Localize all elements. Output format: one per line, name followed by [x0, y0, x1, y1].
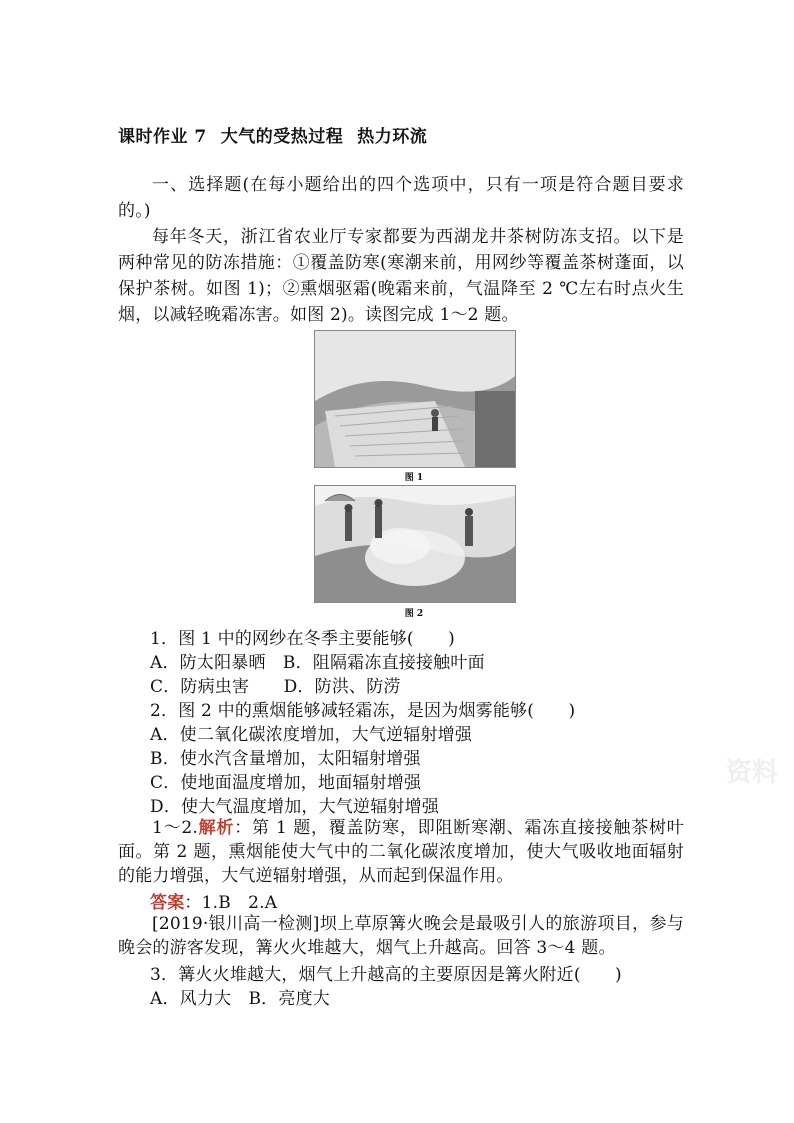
answer-text: ：1.B 2.A: [184, 893, 278, 913]
question-2-option-c: C．使地面温度增加，地面辐射增强: [150, 773, 422, 793]
watermark: 资料: [726, 758, 779, 788]
question-1-options-cd: C．防病虫害 D．防洪、防涝: [150, 677, 401, 697]
question-1-options-ab: A．防太阳暴晒 B．阻隔霜冻直接接触叶面: [150, 653, 485, 673]
analysis-paragraph: [118, 816, 684, 888]
question-1-stem: 1．图 1 中的网纱在冬季主要能够( ): [150, 629, 455, 649]
question-3-stem: 3．篝火火堆越大，烟气上升越高的主要原因是篝火附近( ): [150, 965, 622, 985]
question-2-option-b: B．使水汽含量增加，太阳辐射增强: [150, 749, 421, 769]
analysis-prefix: 1～2.: [152, 818, 199, 838]
question-2-stem: 2．图 2 中的熏烟能够减轻霜冻，是因为烟雾能够( ): [150, 701, 576, 721]
intro-paragraph: 每年冬天，浙江省农业厅专家都要为西湖龙井茶树防冻支招。以下是两种常见的防冻措施：①覆盖防寒(寒潮来前，用网纱等覆盖茶树蓬面，以保护茶树。如图 1)；②熏烟驱霜(晚霜来前，气温降至 2 ℃左右时点火生烟，以减轻晚霜冻害。如图 2)。读图完成 1～2 题。: [118, 227, 684, 325]
figure-2-photo: [314, 485, 516, 603]
analysis-label: 解析: [198, 818, 235, 838]
question-2-option-d: D．使大气温度增加，大气逆辐射增强: [150, 797, 440, 817]
page-title: [118, 122, 427, 147]
question-3-options-ab: A．风力大 B．亮度大: [150, 989, 330, 1009]
figure-1-photo: [314, 330, 516, 468]
answer-label: 答案: [150, 893, 185, 913]
figure-1-caption: 图 1: [404, 473, 424, 483]
title-part-1: 课时作业 7: [118, 127, 207, 147]
figure-1-illustration: [315, 331, 515, 467]
analysis-text: ：第 1 题，覆盖防寒，即阻断寒潮、霜冻直接接触茶树叶面。第 2 题，熏烟能使大气中的二氧化碳浓度增加，使大气吸收地面辐射的能力增强，大气逆辐射增强，从而起到保温作用。: [118, 818, 684, 886]
title-part-3: 热力环流: [357, 127, 428, 147]
answer-line: [150, 888, 277, 913]
title-part-2: 大气的受热过程: [220, 127, 344, 147]
figure-2-illustration: [315, 486, 515, 602]
figure-2-caption: 图 2: [404, 609, 424, 619]
context-paragraph: [2019·银川高一检测]坝上草原篝火晚会是最吸引人的旅游项目，参与晚会的游客发现，篝火火堆越大，烟气上升越高。回答 3～4 题。: [118, 914, 684, 958]
section-heading: 一、选择题(在每小题给出的四个选项中，只有一项是符合题目要求的。): [118, 175, 684, 221]
question-2-option-a: A．使二氧化碳浓度增加，大气逆辐射增强: [150, 725, 473, 745]
